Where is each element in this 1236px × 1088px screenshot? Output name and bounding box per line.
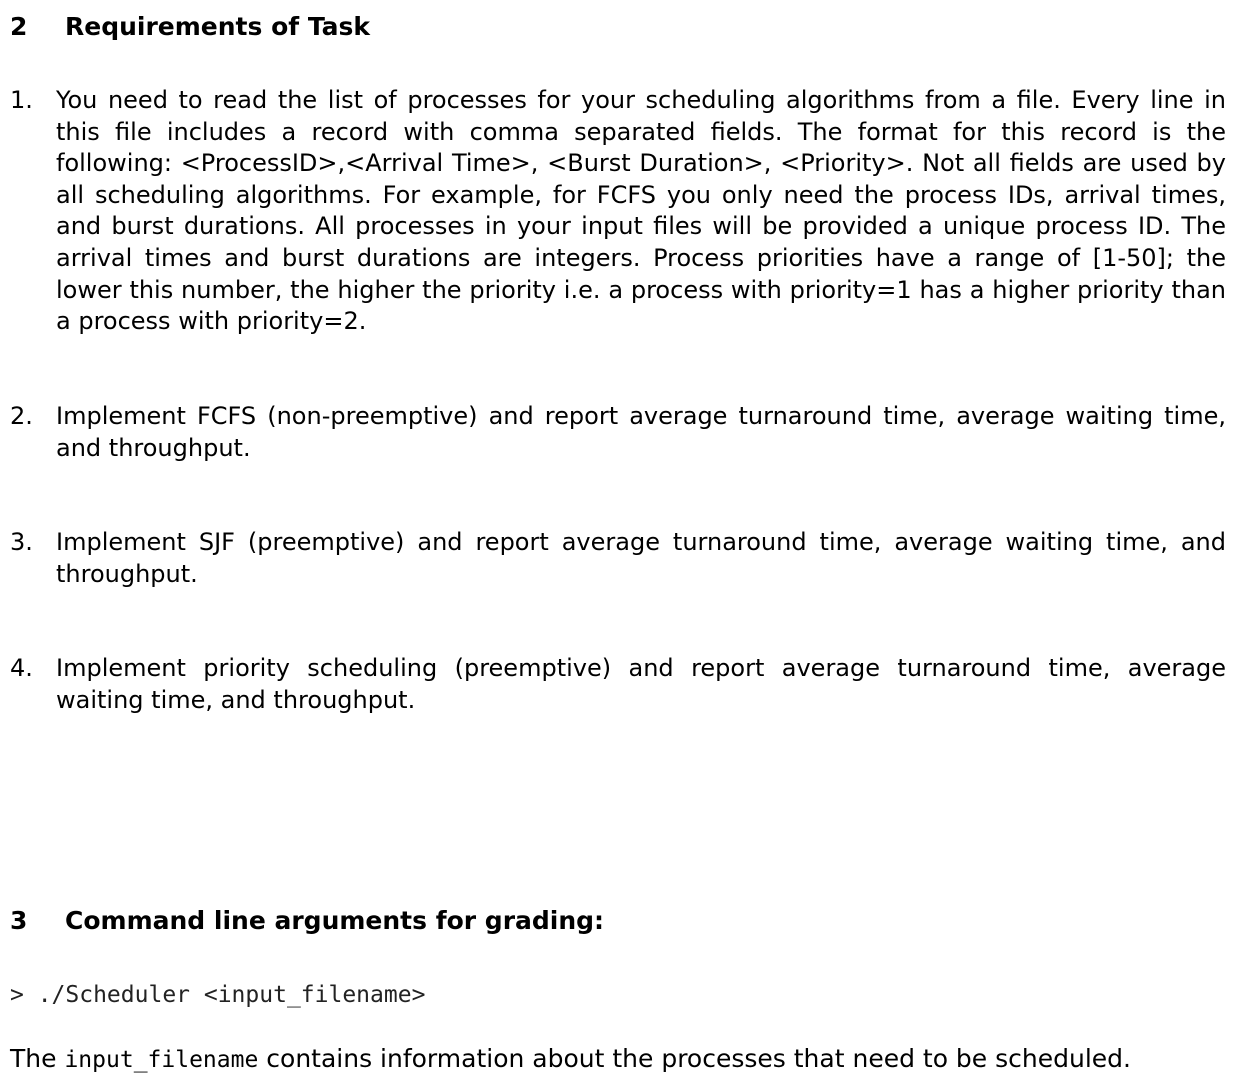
list-marker: 1. (10, 86, 33, 114)
list-item (10, 85, 1226, 338)
list-item-text: Implement FCFS (non-preemptive) and report average turnaround time, average waiting time, and throughput. (56, 402, 1226, 462)
section-number: 2 (10, 12, 28, 41)
list-item-text: Implement SJF (preemptive) and report average turnaround time, average waiting time, and throughput. (56, 528, 1226, 588)
footer-text-after: contains information about the processes that need to be scheduled. (258, 1044, 1131, 1073)
footer-code: input_filename (64, 1047, 259, 1073)
section-2-heading (10, 13, 370, 41)
list-item-text: Implement priority scheduling (preemptive) and report average turnaround time, average waiting time, and throughput. (56, 654, 1226, 714)
list-marker: 3. (10, 528, 33, 556)
list-item (10, 401, 1226, 464)
section-number: 3 (10, 906, 28, 935)
section-3-heading (10, 907, 604, 935)
section-title: Command line arguments for grading: (65, 906, 605, 935)
list-marker: 2. (10, 402, 33, 430)
section-title: Requirements of Task (65, 12, 371, 41)
list-marker: 4. (10, 654, 33, 682)
command-line-example: > ./Scheduler <input_filename> (10, 982, 426, 1008)
list-item (10, 653, 1226, 716)
footer-sentence (10, 1044, 1131, 1073)
footer-text-before: The (10, 1044, 65, 1073)
list-item (10, 527, 1226, 590)
list-item-text: You need to read the list of processes for your scheduling algorithms from a file. Every line in this file includes a record with comma separated fields. The format for this record is the following: <ProcessID>,<Arrival Time>, <Burst Duration>, <Priority>. Not all fields are used by all scheduling algorithms. For example, for FCFS you only need the process IDs, arrival times, and burst durations. All processes in your input files will be provided a unique process ID. The arrival times and burst durations are integers. Process priorities have a range of [1-50]; the lower this number, the higher the priority i.e. a process with priority=1 has a higher priority than a process with priority=2. (56, 86, 1226, 336)
